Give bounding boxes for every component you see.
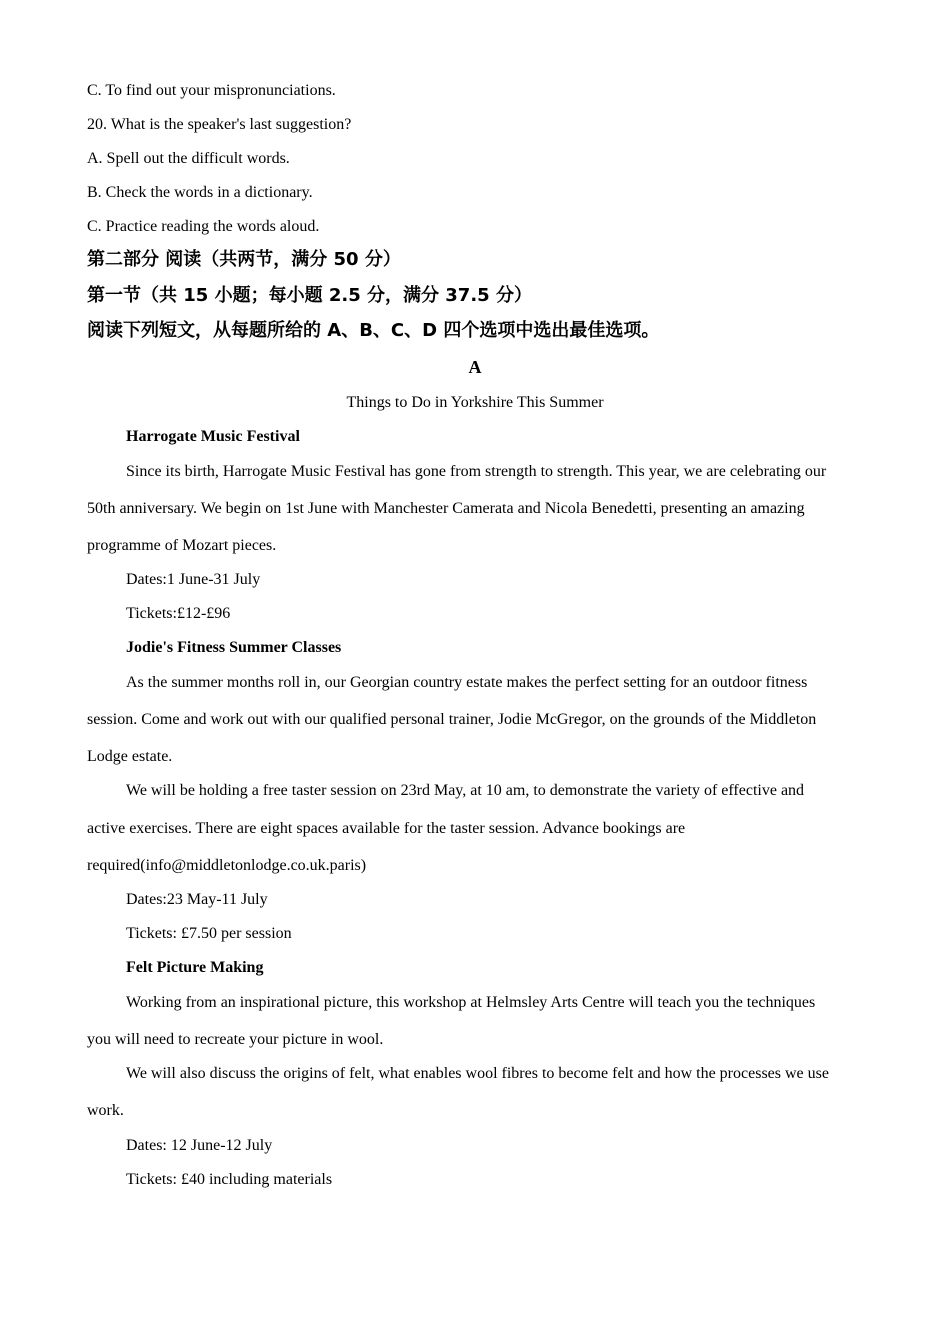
event-1-dates: Dates:1 June-31 July xyxy=(126,571,261,588)
event-3-dates: Dates: 12 June-12 July xyxy=(126,1137,273,1154)
event-3-tickets: Tickets: £40 including materials xyxy=(126,1171,333,1188)
event-1-name: Harrogate Music Festival xyxy=(126,428,300,445)
event-2-text-line-1: As the summer months roll in, our Georgian country estate makes the perfect setting for an outdoor fitness xyxy=(126,674,808,691)
event-1-text-line-2: 50th anniversary. We begin on 1st June with Manchester Camerata and Nicola Benedetti, presenting an amazing xyxy=(87,500,805,517)
event-3-text2-line-2: work. xyxy=(87,1102,124,1119)
event-2-name: Jodie's Fitness Summer Classes xyxy=(126,639,342,656)
event-1-tickets: Tickets:£12-£96 xyxy=(126,605,231,622)
event-3-text-line-1: Working from an inspirational picture, this workshop at Helmsley Arts Centre will teach you the techniques xyxy=(126,994,816,1011)
event-3-text-line-2: you will need to recreate your picture in wool. xyxy=(87,1031,384,1048)
q19-option-c: C. To find out your mispronunciations. xyxy=(87,82,336,99)
reading-instruction: 阅读下列短文，从每题所给的 A、B、C、D 四个选项中选出最佳选项。 xyxy=(87,320,660,341)
section-two-heading: 第二部分 阅读（共两节，满分 50 分） xyxy=(87,249,401,270)
section-one-subheading: 第一节（共 15 小题；每小题 2.5 分，满分 37.5 分） xyxy=(87,285,532,306)
passage-letter: A xyxy=(468,357,482,377)
event-2-dates: Dates:23 May-11 July xyxy=(126,891,268,908)
event-2-text2-line-2: active exercises. There are eight spaces available for the taster session. Advance bookings are xyxy=(87,820,686,837)
event-3-name: Felt Picture Making xyxy=(126,959,264,976)
event-2-tickets: Tickets: £7.50 per session xyxy=(126,925,292,942)
q20-option-a: A. Spell out the difficult words. xyxy=(87,150,290,167)
passage-title: Things to Do in Yorkshire This Summer xyxy=(346,394,604,411)
q20-option-b: B. Check the words in a dictionary. xyxy=(87,184,313,201)
event-2-text2-line-3: required(info@middletonlodge.co.uk.paris) xyxy=(87,857,367,874)
q20-option-c: C. Practice reading the words aloud. xyxy=(87,218,320,235)
event-1-text-line-3: programme of Mozart pieces. xyxy=(87,537,277,554)
event-2-text-line-2: session. Come and work out with our qualified personal trainer, Jodie McGregor, on the grounds of the Middleton xyxy=(87,711,817,728)
event-1-text-line-1: Since its birth, Harrogate Music Festival has gone from strength to strength. This year, we are celebrating our xyxy=(126,463,827,480)
event-3-text2-line-1: We will also discuss the origins of felt, what enables wool fibres to become felt and how the processes we use xyxy=(126,1065,829,1082)
event-2-text2-line-1: We will be holding a free taster session on 23rd May, at 10 am, to demonstrate the variety of effective and xyxy=(126,782,805,799)
event-2-text-line-3: Lodge estate. xyxy=(87,748,173,765)
q20-question: 20. What is the speaker's last suggestion? xyxy=(87,116,352,133)
